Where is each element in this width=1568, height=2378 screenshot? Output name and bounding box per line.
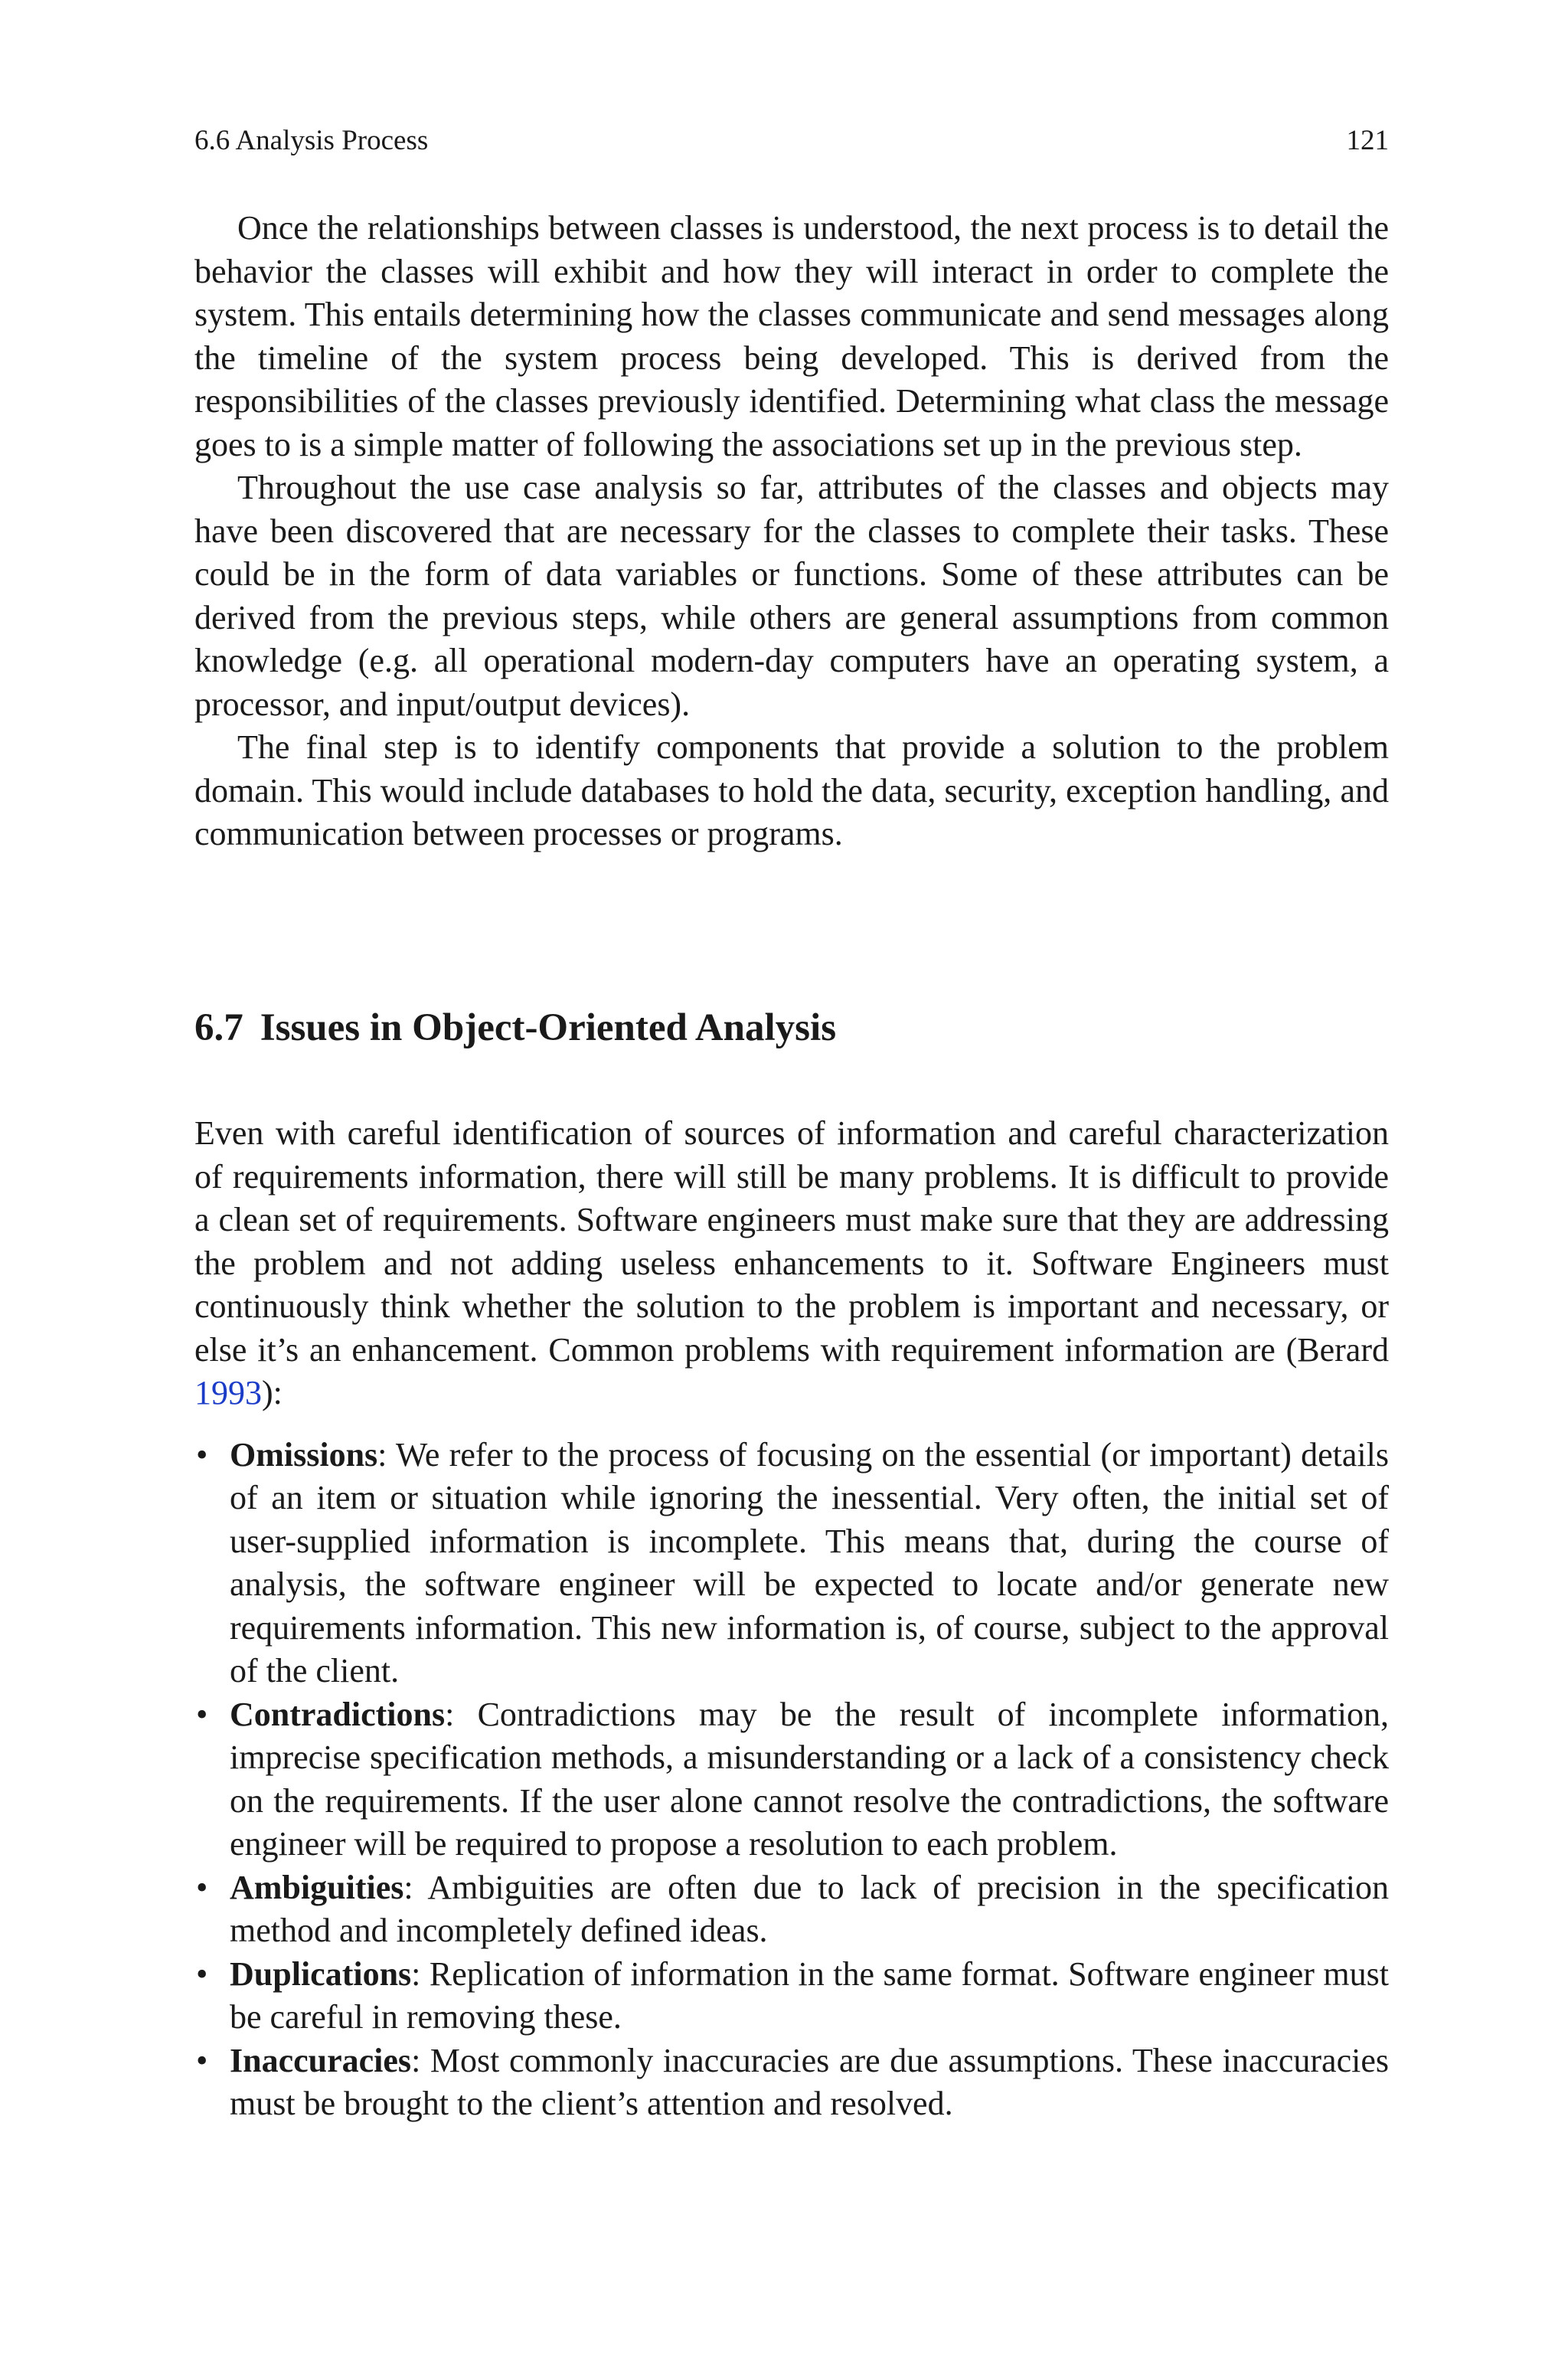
paragraph: Throughout the use case analysis so far, attributes of the classes and objects may have been discovered that are necessary for the classes to complete their tasks. These could be in the form of data variables or functions. Some of these attributes can be derived from the previous steps, while others are general assumptions from common knowledge (e.g. all operational modern-day computers have an operating system, a processor, and input/output devices). bbox=[194, 469, 1389, 723]
issue-text: : Replication of information in the same format. Software engineer must be careful in removing these. bbox=[230, 1954, 1389, 2036]
bullet: • bbox=[196, 1868, 208, 1906]
issue-term: Omissions bbox=[230, 1435, 378, 1474]
issue-term: Contradictions bbox=[230, 1695, 446, 1733]
issue-term: Ambiguities bbox=[230, 1868, 404, 1906]
issues-list bbox=[194, 1434, 1389, 2126]
list-item bbox=[194, 1866, 1389, 1953]
running-head bbox=[194, 124, 1389, 158]
bullet: • bbox=[196, 1695, 208, 1733]
citation-link[interactable]: 1993 bbox=[194, 1374, 262, 1411]
list-item bbox=[194, 1434, 1389, 1693]
paragraph: Once the relationships between classes is understood, the next process is to detail the behavior the classes will exhibit and how they will interact in order to complete the system. This entails determining how the classes communicate and send messages along the timeline of the system process being developed. This is derived from the responsibilities of the classes previously identified. Determining what class the message goes to is a simple matter of following the associations set up in the previous step. bbox=[194, 209, 1389, 463]
issue-text: : Ambiguities are often due to lack of precision in the specification method and incompletely defined ideas. bbox=[230, 1868, 1389, 1949]
bullet: • bbox=[196, 2041, 208, 2079]
issue-text: : We refer to the process of focusing on the essential (or important) details of an item or situation while ignoring the inessential. Very often, the initial set of user-supplied information is incomplete. This means that, during the course of analysis, the software engineer will be expected to locate and/or generate new requirements information. This new information is, of course, subject to the approval of the client. bbox=[230, 1435, 1389, 1689]
bullet: • bbox=[196, 1954, 208, 1993]
list-item bbox=[194, 1953, 1389, 2039]
intro-text: Even with careful identification of sources of information and careful characterization of requirements information, there will still be many problems. It is difficult to provide a clean set of requirements. Software engineers must make sure that they are addressing the problem and not adding useless enhancements to it. Software Engineers must continuously think whether the solution to the problem is important and necessary, or else it’s an enhancement. Common problems with requirement information are (Berard bbox=[194, 1114, 1389, 1369]
issue-term: Inaccuracies bbox=[230, 2041, 412, 2079]
running-head-section: 6.6 Analysis Process bbox=[194, 125, 429, 156]
section-heading bbox=[194, 1005, 836, 1051]
list-item bbox=[194, 1693, 1389, 1866]
intro-paragraph bbox=[194, 1112, 1389, 1415]
issue-text: : Contradictions may be the result of incomplete information, imprecise specification methods, a misunderstanding or a lack of a consistency check on the requirements. If the user alone cannot resolve the contradictions, the software engineer will be required to propose a resolution to each problem. bbox=[230, 1695, 1389, 1863]
bullet: • bbox=[196, 1435, 208, 1474]
issue-text: : Most commonly inaccuracies are due assumptions. These inaccuracies must be brought to the client’s attention and resolved. bbox=[230, 2041, 1389, 2122]
page-number: 121 bbox=[1346, 125, 1389, 156]
section-6-6-body bbox=[194, 207, 1389, 856]
intro-text-end: ): bbox=[262, 1374, 283, 1411]
section-number: 6.7 bbox=[194, 1006, 243, 1049]
section-6-7-body bbox=[194, 1112, 1389, 2126]
paragraph: The final step is to identify components that provide a solution to the problem domain. This would include databases to hold the data, security, exception handling, and communication between processes or programs. bbox=[194, 728, 1389, 852]
section-title: Issues in Object-Oriented Analysis bbox=[260, 1006, 837, 1049]
issue-term: Duplications bbox=[230, 1954, 412, 1993]
list-item bbox=[194, 2039, 1389, 2126]
